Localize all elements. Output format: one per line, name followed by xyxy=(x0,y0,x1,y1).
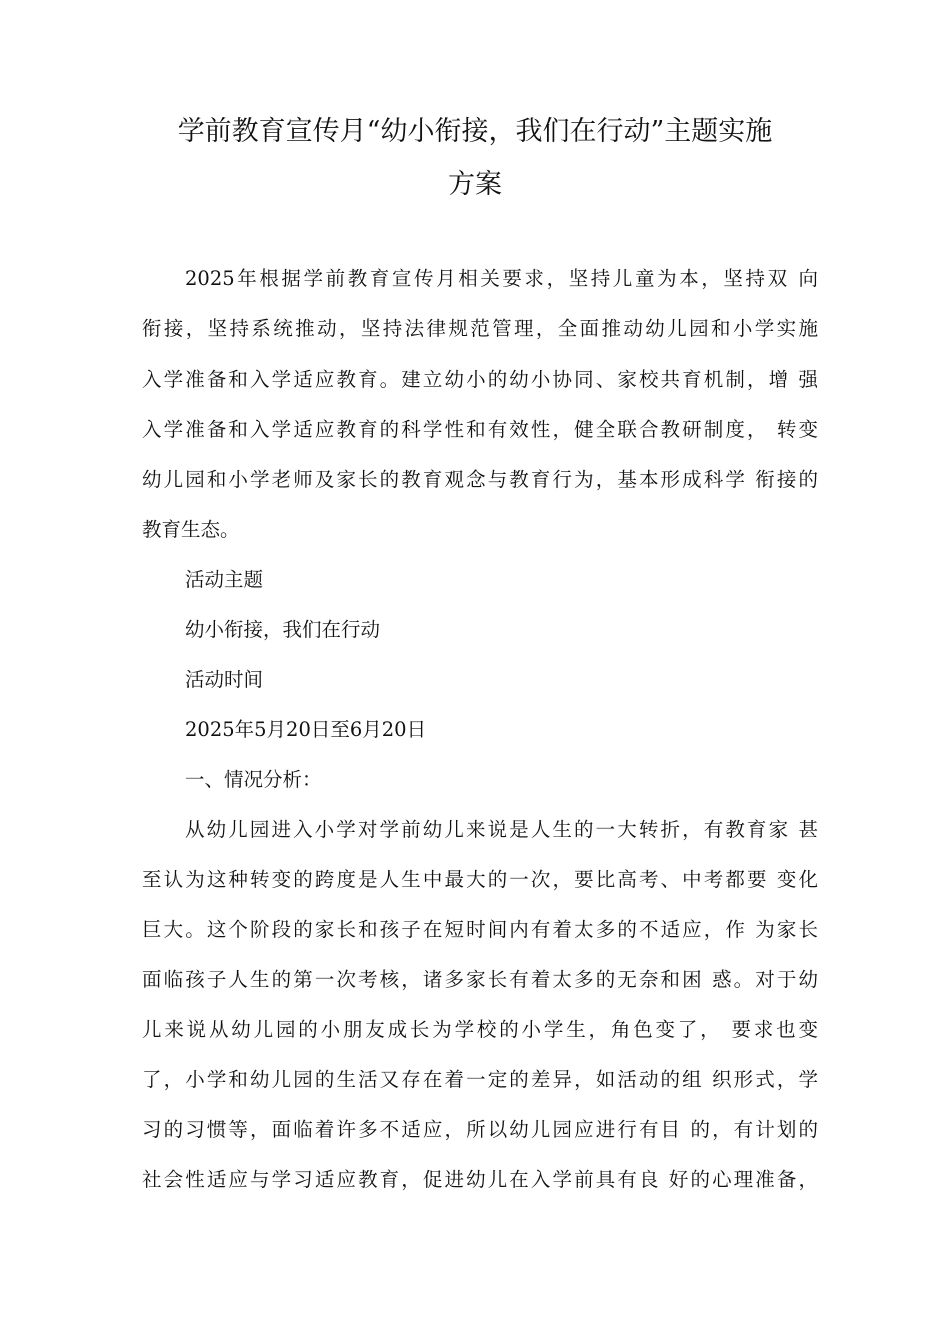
document-title-line-1: 学前教育宣传月“幼小衔接，我们在行动”主题实施 xyxy=(177,116,773,147)
intro-paragraph-line: 入学准备和入学适应教育的科学性和有效性，健全联合教研制度， 转变 xyxy=(142,418,818,441)
section-1-heading: 一、情况分析： xyxy=(185,768,322,791)
section-1-paragraph-line: 巨大。这个阶段的家长和孩子在短时间内有着太多的不适应，作 为家长 xyxy=(142,918,818,941)
theme-text: 幼小衔接，我们在行动 xyxy=(185,618,381,641)
section-1-paragraph-line: 从幼儿园进入小学对学前幼儿来说是人生的一大转折，有教育家 甚 xyxy=(185,818,818,841)
theme-heading: 活动主题 xyxy=(185,568,264,591)
intro-paragraph-line: 教育生态。 xyxy=(142,518,240,541)
section-1-paragraph-line: 至认为这种转变的跨度是人生中最大的一次，要比高考、中考都要 变化 xyxy=(142,868,818,891)
section-1-paragraph-line: 儿来说从幼儿园的小朋友成长为学校的小学生，角色变了， 要求也变 xyxy=(142,1018,818,1041)
document-title-line-2: 方案 xyxy=(448,169,502,200)
section-1-paragraph-line: 面临孩子人生的第一次考核，诸多家长有着太多的无奈和困 惑。对于幼 xyxy=(142,968,818,991)
section-1-paragraph-line: 习的习惯等，面临着许多不适应，所以幼儿园应进行有目 的，有计划的 xyxy=(142,1118,818,1141)
intro-paragraph-line: 衔接，坚持系统推动，坚持法律规范管理，全面推动幼儿园和小学实施 xyxy=(142,317,818,340)
intro-paragraph-line: 2025年根据学前教育宣传月相关要求，坚持儿童为本，坚持双 向 xyxy=(185,267,818,290)
time-text: 2025年5月20日至6月20日 xyxy=(185,718,427,741)
section-1-paragraph-line: 了，小学和幼儿园的生活又存在着一定的差异，如活动的组 织形式，学 xyxy=(142,1068,818,1091)
intro-paragraph-line: 入学准备和入学适应教育。建立幼小的幼小协同、家校共育机制，增 强 xyxy=(142,368,818,391)
section-1-paragraph-line: 社会性适应与学习适应教育，促进幼儿在入学前具有良 好的心理准备， xyxy=(142,1168,818,1191)
time-heading: 活动时间 xyxy=(185,668,264,691)
intro-paragraph-line: 幼儿园和小学老师及家长的教育观念与教育行为，基本形成科学 衔接的 xyxy=(142,468,818,491)
